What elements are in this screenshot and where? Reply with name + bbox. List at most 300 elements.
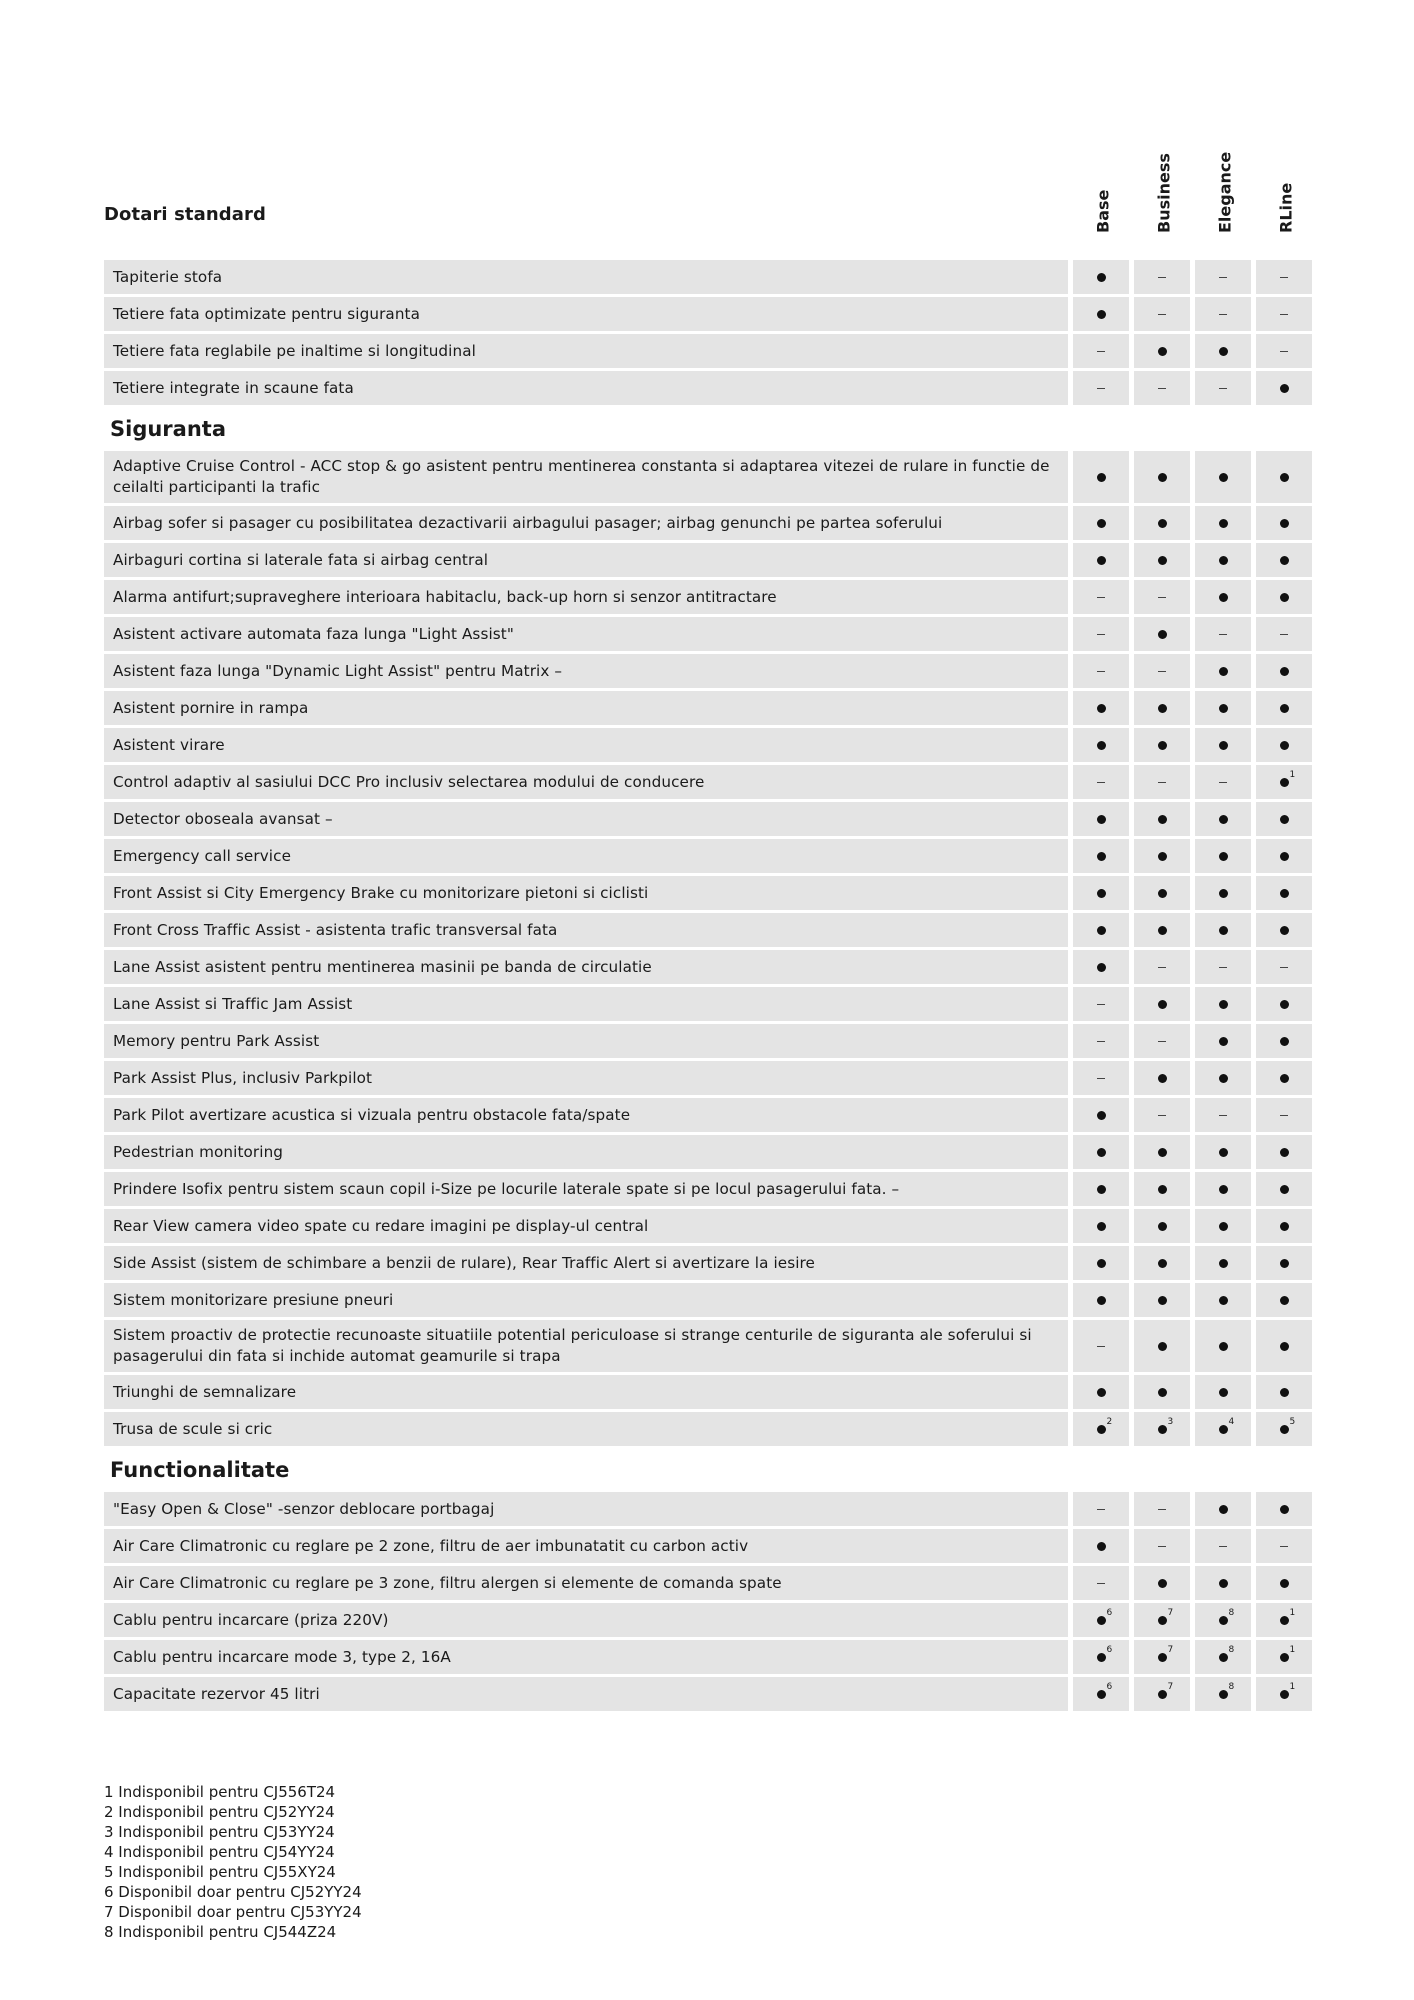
cell-elegance xyxy=(1195,1209,1251,1243)
included-dot-icon xyxy=(1219,815,1228,824)
included-dot-icon xyxy=(1219,593,1228,602)
cell-business xyxy=(1134,1098,1190,1132)
not-available-dash-icon xyxy=(1219,314,1227,315)
not-available-dash-icon xyxy=(1097,1078,1105,1079)
cell-business xyxy=(1134,802,1190,836)
cell-elegance xyxy=(1195,1246,1251,1280)
feature-label: Alarma antifurt;supraveghere interioara habitaclu, back-up horn si senzor antitractare xyxy=(104,580,1068,614)
not-available-dash-icon xyxy=(1158,1115,1166,1116)
cell-base xyxy=(1073,1412,1129,1446)
table-row xyxy=(104,1492,1324,1526)
cell-base xyxy=(1073,913,1129,947)
footnote-ref: 8 xyxy=(1228,1644,1235,1655)
included-dot-icon xyxy=(1280,741,1289,750)
cell-business xyxy=(1134,654,1190,688)
table-row xyxy=(104,1135,1324,1169)
cell-elegance xyxy=(1195,1135,1251,1169)
feature-label: Pedestrian monitoring xyxy=(104,1135,1068,1169)
included-dot-icon xyxy=(1097,704,1106,713)
cell-base xyxy=(1073,1098,1129,1132)
included-dot-icon xyxy=(1280,1644,1296,1662)
cell-rline xyxy=(1256,1172,1312,1206)
feature-label: Tetiere fata optimizate pentru siguranta xyxy=(104,297,1068,331)
feature-label: Sistem proactiv de protectie recunoaste situatiile potential periculoase si strange centurile de siguranta ale soferului si pasagerului din fata si inchide automat geamurile si trapa xyxy=(104,1320,1068,1372)
table-row xyxy=(104,839,1324,873)
included-dot-icon xyxy=(1158,1681,1174,1699)
included-dot-icon xyxy=(1280,473,1289,482)
included-dot-icon xyxy=(1280,852,1289,861)
included-dot-icon xyxy=(1158,1296,1167,1305)
table-row xyxy=(104,260,1324,294)
not-available-dash-icon xyxy=(1280,967,1288,968)
feature-label: Tetiere fata reglabile pe inaltime si longitudinal xyxy=(104,334,1068,368)
cell-business xyxy=(1134,691,1190,725)
included-dot-icon xyxy=(1097,741,1106,750)
cell-elegance xyxy=(1195,1375,1251,1409)
cell-business xyxy=(1134,1566,1190,1600)
cell-elegance xyxy=(1195,1566,1251,1600)
footnote-item: 5 Indisponibil pentru CJ55XY24 xyxy=(104,1863,336,1881)
cell-base xyxy=(1073,297,1129,331)
not-available-dash-icon xyxy=(1219,634,1227,635)
cell-elegance xyxy=(1195,451,1251,503)
cell-base xyxy=(1073,1209,1129,1243)
table-row xyxy=(104,987,1324,1021)
cell-business xyxy=(1134,1640,1190,1674)
cell-rline xyxy=(1256,580,1312,614)
cell-rline xyxy=(1256,654,1312,688)
table-body xyxy=(104,260,1324,1711)
cell-business xyxy=(1134,506,1190,540)
cell-business xyxy=(1134,913,1190,947)
cell-base xyxy=(1073,1603,1129,1637)
footnotes xyxy=(104,1782,362,1942)
feature-label: Park Assist Plus, inclusiv Parkpilot xyxy=(104,1061,1068,1095)
cell-elegance xyxy=(1195,580,1251,614)
not-available-dash-icon xyxy=(1097,782,1105,783)
table-row xyxy=(104,802,1324,836)
table-row xyxy=(104,543,1324,577)
included-dot-icon xyxy=(1280,1222,1289,1231)
cell-rline xyxy=(1256,950,1312,984)
included-dot-icon xyxy=(1280,1579,1289,1588)
feature-label: Cablu pentru incarcare (priza 220V) xyxy=(104,1603,1068,1637)
feature-label: Asistent virare xyxy=(104,728,1068,762)
table-row xyxy=(104,1246,1324,1280)
included-dot-icon xyxy=(1158,519,1167,528)
cell-rline xyxy=(1256,297,1312,331)
feature-label: Asistent faza lunga "Dynamic Light Assist" pentru Matrix – xyxy=(104,654,1068,688)
feature-label: Side Assist (sistem de schimbare a benzii de rulare), Rear Traffic Alert si avertizare la iesire xyxy=(104,1246,1068,1280)
included-dot-icon xyxy=(1158,1416,1174,1434)
not-available-dash-icon xyxy=(1097,1346,1105,1347)
footnote-ref: 8 xyxy=(1228,1607,1235,1618)
included-dot-icon xyxy=(1158,1579,1167,1588)
cell-elegance xyxy=(1195,987,1251,1021)
footnote-item: 8 Indisponibil pentru CJ544Z24 xyxy=(104,1923,337,1941)
cell-business xyxy=(1134,1209,1190,1243)
cell-base xyxy=(1073,543,1129,577)
included-dot-icon xyxy=(1280,889,1289,898)
cell-business xyxy=(1134,1320,1190,1372)
feature-label: "Easy Open & Close" -senzor deblocare portbagaj xyxy=(104,1492,1068,1526)
cell-elegance xyxy=(1195,1283,1251,1317)
included-dot-icon xyxy=(1158,556,1167,565)
table-header xyxy=(104,151,1324,260)
cell-business xyxy=(1134,1412,1190,1446)
feature-label: Front Cross Traffic Assist - asistenta trafic transversal fata xyxy=(104,913,1068,947)
cell-rline xyxy=(1256,802,1312,836)
cell-elegance xyxy=(1195,1061,1251,1095)
not-available-dash-icon xyxy=(1158,671,1166,672)
cell-business xyxy=(1134,260,1190,294)
footnote-ref: 1 xyxy=(1289,1681,1296,1692)
included-dot-icon xyxy=(1219,1388,1228,1397)
cell-base xyxy=(1073,580,1129,614)
included-dot-icon xyxy=(1097,1607,1113,1625)
included-dot-icon xyxy=(1158,1644,1174,1662)
cell-business xyxy=(1134,334,1190,368)
feature-label: Park Pilot avertizare acustica si vizuala pentru obstacole fata/spate xyxy=(104,1098,1068,1132)
table-row xyxy=(104,1209,1324,1243)
included-dot-icon xyxy=(1280,815,1289,824)
cell-rline xyxy=(1256,1135,1312,1169)
cell-base xyxy=(1073,950,1129,984)
cell-rline xyxy=(1256,839,1312,873)
included-dot-icon xyxy=(1219,1037,1228,1046)
cell-rline xyxy=(1256,1024,1312,1058)
cell-rline xyxy=(1256,1320,1312,1372)
cell-base xyxy=(1073,802,1129,836)
cell-base xyxy=(1073,1640,1129,1674)
cell-rline xyxy=(1256,506,1312,540)
included-dot-icon xyxy=(1158,1607,1174,1625)
cell-rline xyxy=(1256,913,1312,947)
column-header-rline: RLine xyxy=(1276,182,1296,233)
feature-label: Trusa de scule si cric xyxy=(104,1412,1068,1446)
footnote-item: 2 Indisponibil pentru CJ52YY24 xyxy=(104,1803,335,1821)
cell-elegance xyxy=(1195,876,1251,910)
included-dot-icon xyxy=(1097,273,1106,282)
footnote-item: 6 Disponibil doar pentru CJ52YY24 xyxy=(104,1883,362,1901)
included-dot-icon xyxy=(1280,1185,1289,1194)
cell-elegance xyxy=(1195,334,1251,368)
table-row xyxy=(104,876,1324,910)
included-dot-icon xyxy=(1280,1607,1296,1625)
included-dot-icon xyxy=(1219,1342,1228,1351)
cell-business xyxy=(1134,1603,1190,1637)
cell-rline xyxy=(1256,876,1312,910)
cell-base xyxy=(1073,765,1129,799)
included-dot-icon xyxy=(1097,852,1106,861)
included-dot-icon xyxy=(1219,1074,1228,1083)
included-dot-icon xyxy=(1219,556,1228,565)
feature-label: Asistent activare automata faza lunga "Light Assist" xyxy=(104,617,1068,651)
cell-business xyxy=(1134,1135,1190,1169)
feature-label: Tetiere integrate in scaune fata xyxy=(104,371,1068,405)
feature-label: Tapiterie stofa xyxy=(104,260,1068,294)
cell-business xyxy=(1134,451,1190,503)
included-dot-icon xyxy=(1219,1259,1228,1268)
included-dot-icon xyxy=(1158,630,1167,639)
footnote-ref: 1 xyxy=(1289,1607,1296,1618)
cell-rline xyxy=(1256,765,1312,799)
table-row xyxy=(104,451,1324,503)
not-available-dash-icon xyxy=(1280,277,1288,278)
footnote-ref: 1 xyxy=(1289,769,1296,780)
cell-rline xyxy=(1256,371,1312,405)
feature-label: Adaptive Cruise Control - ACC stop & go asistent pentru mentinerea constanta si adaptarea vitezei de rulare in functie de ceilalti participanti la trafic xyxy=(104,451,1068,503)
feature-label: Detector oboseala avansat – xyxy=(104,802,1068,836)
feature-label: Lane Assist si Traffic Jam Assist xyxy=(104,987,1068,1021)
cell-base xyxy=(1073,1246,1129,1280)
table-row xyxy=(104,654,1324,688)
cell-base xyxy=(1073,1024,1129,1058)
cell-business xyxy=(1134,1172,1190,1206)
footnote-ref: 7 xyxy=(1167,1607,1174,1618)
cell-rline xyxy=(1256,728,1312,762)
cell-rline xyxy=(1256,617,1312,651)
included-dot-icon xyxy=(1280,667,1289,676)
cell-business xyxy=(1134,728,1190,762)
not-available-dash-icon xyxy=(1219,782,1227,783)
table-row xyxy=(104,1677,1324,1711)
included-dot-icon xyxy=(1158,1074,1167,1083)
cell-base xyxy=(1073,987,1129,1021)
table-row xyxy=(104,1320,1324,1372)
feature-label: Air Care Climatronic cu reglare pe 3 zone, filtru alergen si elemente de comanda spate xyxy=(104,1566,1068,1600)
included-dot-icon xyxy=(1158,1148,1167,1157)
cell-base xyxy=(1073,451,1129,503)
cell-elegance xyxy=(1195,913,1251,947)
footnote-ref: 3 xyxy=(1167,1416,1174,1427)
footnote-item: 7 Disponibil doar pentru CJ53YY24 xyxy=(104,1903,362,1921)
feature-label: Rear View camera video spate cu redare imagini pe display-ul central xyxy=(104,1209,1068,1243)
cell-elegance xyxy=(1195,297,1251,331)
included-dot-icon xyxy=(1097,1259,1106,1268)
included-dot-icon xyxy=(1280,926,1289,935)
cell-base xyxy=(1073,371,1129,405)
cell-business xyxy=(1134,765,1190,799)
feature-label: Airbaguri cortina si laterale fata si airbag central xyxy=(104,543,1068,577)
cell-base xyxy=(1073,334,1129,368)
cell-elegance xyxy=(1195,617,1251,651)
included-dot-icon xyxy=(1158,852,1167,861)
footnote-ref: 6 xyxy=(1106,1607,1113,1618)
column-header-base: Base xyxy=(1093,189,1113,233)
included-dot-icon xyxy=(1097,1111,1106,1120)
cell-elegance xyxy=(1195,1529,1251,1563)
included-dot-icon xyxy=(1097,310,1106,319)
not-available-dash-icon xyxy=(1158,1509,1166,1510)
included-dot-icon xyxy=(1097,1388,1106,1397)
cell-elegance xyxy=(1195,1412,1251,1446)
included-dot-icon xyxy=(1219,519,1228,528)
not-available-dash-icon xyxy=(1158,388,1166,389)
included-dot-icon xyxy=(1219,1505,1228,1514)
table-row xyxy=(104,1375,1324,1409)
included-dot-icon xyxy=(1097,926,1106,935)
cell-elegance xyxy=(1195,260,1251,294)
included-dot-icon xyxy=(1280,519,1289,528)
table-row xyxy=(104,1529,1324,1563)
included-dot-icon xyxy=(1097,556,1106,565)
included-dot-icon xyxy=(1219,667,1228,676)
feature-label: Cablu pentru incarcare mode 3, type 2, 16A xyxy=(104,1640,1068,1674)
cell-rline xyxy=(1256,1640,1312,1674)
not-available-dash-icon xyxy=(1280,351,1288,352)
cell-elegance xyxy=(1195,1492,1251,1526)
table-row xyxy=(104,1061,1324,1095)
included-dot-icon xyxy=(1219,1644,1235,1662)
cell-elegance xyxy=(1195,728,1251,762)
included-dot-icon xyxy=(1219,704,1228,713)
feature-label: Control adaptiv al sasiului DCC Pro inclusiv selectarea modului de conducere xyxy=(104,765,1068,799)
feature-label: Prindere Isofix pentru sistem scaun copil i-Size pe locurile laterale spate si pe locul pasagerului fata. – xyxy=(104,1172,1068,1206)
column-header-elegance: Elegance xyxy=(1215,151,1235,233)
included-dot-icon xyxy=(1219,1000,1228,1009)
included-dot-icon xyxy=(1280,556,1289,565)
cell-business xyxy=(1134,580,1190,614)
included-dot-icon xyxy=(1219,1148,1228,1157)
feature-label: Capacitate rezervor 45 litri xyxy=(104,1677,1068,1711)
included-dot-icon xyxy=(1219,1222,1228,1231)
included-dot-icon xyxy=(1280,1296,1289,1305)
cell-base xyxy=(1073,617,1129,651)
cell-rline xyxy=(1256,691,1312,725)
included-dot-icon xyxy=(1280,1037,1289,1046)
cell-business xyxy=(1134,950,1190,984)
table-row xyxy=(104,765,1324,799)
included-dot-icon xyxy=(1219,1579,1228,1588)
included-dot-icon xyxy=(1219,741,1228,750)
cell-business xyxy=(1134,1492,1190,1526)
included-dot-icon xyxy=(1280,769,1296,787)
cell-business xyxy=(1134,543,1190,577)
cell-rline xyxy=(1256,1375,1312,1409)
footnote-ref: 7 xyxy=(1167,1681,1174,1692)
included-dot-icon xyxy=(1280,1342,1289,1351)
cell-base xyxy=(1073,728,1129,762)
table-row xyxy=(104,728,1324,762)
section-title: Siguranta xyxy=(110,417,226,441)
cell-elegance xyxy=(1195,654,1251,688)
cell-base xyxy=(1073,691,1129,725)
not-available-dash-icon xyxy=(1280,1546,1288,1547)
not-available-dash-icon xyxy=(1219,277,1227,278)
table-row xyxy=(104,691,1324,725)
cell-rline xyxy=(1256,260,1312,294)
cell-elegance xyxy=(1195,1024,1251,1058)
not-available-dash-icon xyxy=(1219,388,1227,389)
cell-base xyxy=(1073,1375,1129,1409)
cell-elegance xyxy=(1195,1320,1251,1372)
footnote-ref: 4 xyxy=(1228,1416,1235,1427)
included-dot-icon xyxy=(1219,1185,1228,1194)
not-available-dash-icon xyxy=(1158,1041,1166,1042)
cell-business xyxy=(1134,617,1190,651)
included-dot-icon xyxy=(1280,1148,1289,1157)
footnote-item: 1 Indisponibil pentru CJ556T24 xyxy=(104,1783,336,1801)
feature-label: Triunghi de semnalizare xyxy=(104,1375,1068,1409)
table-row xyxy=(104,334,1324,368)
footnote-item: 3 Indisponibil pentru CJ53YY24 xyxy=(104,1823,335,1841)
included-dot-icon xyxy=(1158,1259,1167,1268)
cell-base xyxy=(1073,1283,1129,1317)
cell-base xyxy=(1073,1529,1129,1563)
not-available-dash-icon xyxy=(1097,597,1105,598)
footnote-ref: 8 xyxy=(1228,1681,1235,1692)
included-dot-icon xyxy=(1219,1681,1235,1699)
included-dot-icon xyxy=(1158,1388,1167,1397)
included-dot-icon xyxy=(1280,384,1289,393)
cell-base xyxy=(1073,1677,1129,1711)
cell-rline xyxy=(1256,1098,1312,1132)
table-row xyxy=(104,950,1324,984)
included-dot-icon xyxy=(1097,963,1106,972)
included-dot-icon xyxy=(1097,1296,1106,1305)
cell-business xyxy=(1134,987,1190,1021)
included-dot-icon xyxy=(1158,889,1167,898)
cell-elegance xyxy=(1195,1603,1251,1637)
included-dot-icon xyxy=(1280,1074,1289,1083)
document-title: Dotari standard xyxy=(104,204,266,225)
cell-elegance xyxy=(1195,1677,1251,1711)
cell-rline xyxy=(1256,1412,1312,1446)
cell-base xyxy=(1073,506,1129,540)
included-dot-icon xyxy=(1280,1416,1296,1434)
not-available-dash-icon xyxy=(1280,314,1288,315)
included-dot-icon xyxy=(1158,1342,1167,1351)
included-dot-icon xyxy=(1219,473,1228,482)
cell-business xyxy=(1134,1061,1190,1095)
cell-base xyxy=(1073,1320,1129,1372)
footnote-ref: 7 xyxy=(1167,1644,1174,1655)
table-row xyxy=(104,1172,1324,1206)
included-dot-icon xyxy=(1097,1148,1106,1157)
cell-rline xyxy=(1256,451,1312,503)
included-dot-icon xyxy=(1097,519,1106,528)
not-available-dash-icon xyxy=(1219,967,1227,968)
not-available-dash-icon xyxy=(1097,388,1105,389)
not-available-dash-icon xyxy=(1280,634,1288,635)
cell-base xyxy=(1073,1135,1129,1169)
cell-base xyxy=(1073,876,1129,910)
not-available-dash-icon xyxy=(1219,1115,1227,1116)
not-available-dash-icon xyxy=(1097,634,1105,635)
included-dot-icon xyxy=(1158,741,1167,750)
table-row xyxy=(104,1566,1324,1600)
included-dot-icon xyxy=(1280,1000,1289,1009)
cell-rline xyxy=(1256,987,1312,1021)
cell-business xyxy=(1134,876,1190,910)
included-dot-icon xyxy=(1280,1681,1296,1699)
included-dot-icon xyxy=(1097,889,1106,898)
included-dot-icon xyxy=(1158,815,1167,824)
not-available-dash-icon xyxy=(1097,671,1105,672)
cell-rline xyxy=(1256,1283,1312,1317)
cell-elegance xyxy=(1195,839,1251,873)
feature-label: Memory pentru Park Assist xyxy=(104,1024,1068,1058)
footnote-ref: 6 xyxy=(1106,1644,1113,1655)
included-dot-icon xyxy=(1280,1505,1289,1514)
included-dot-icon xyxy=(1158,347,1167,356)
included-dot-icon xyxy=(1097,1681,1113,1699)
table-row xyxy=(104,1098,1324,1132)
cell-rline xyxy=(1256,1603,1312,1637)
footnote-item: 4 Indisponibil pentru CJ54YY24 xyxy=(104,1843,335,1861)
table-row xyxy=(104,297,1324,331)
